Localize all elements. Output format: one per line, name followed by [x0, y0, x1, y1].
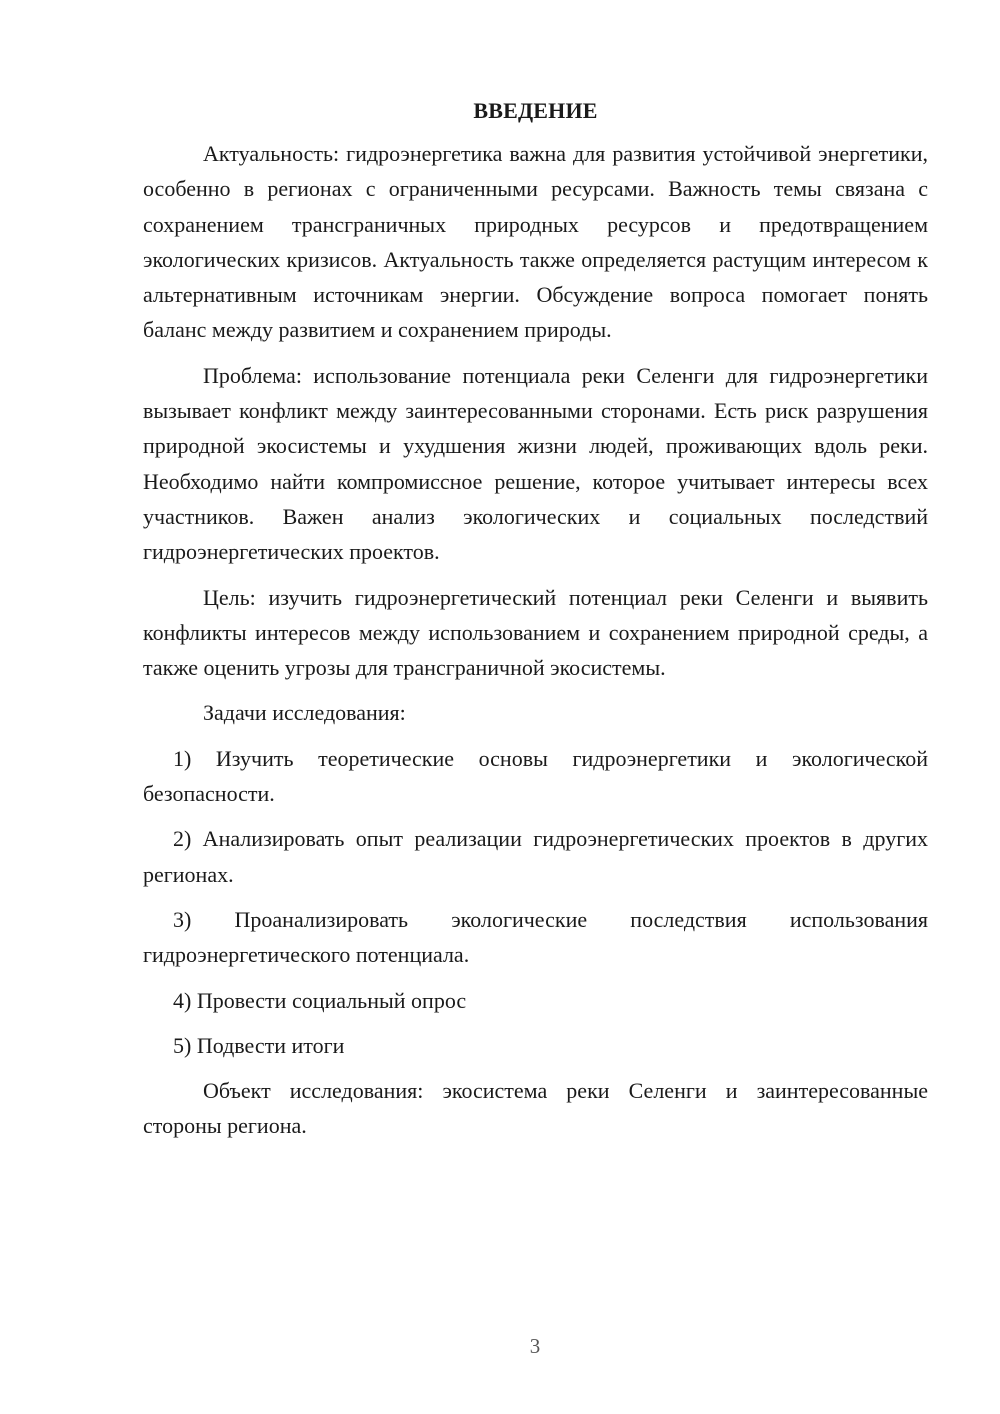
paragraph-object: Объект исследования: экосистема реки Селенги и заинтересованные стороны региона. — [143, 1078, 928, 1139]
paragraph-tasks-heading: Задачи исследования: — [203, 700, 406, 726]
task-item-5: 5) Подвести итоги — [173, 1032, 345, 1058]
task-item-3: 3) Проанализировать экологические последствия использования гидроэнергетического потенциала. — [143, 906, 928, 968]
task-item-4: 4) Провести социальный опрос — [173, 987, 467, 1013]
task-item-1: 1) Изучить теоретические основы гидроэнергетики и экологической безопасности. — [143, 745, 928, 807]
paragraph-relevance: Актуальность: гидроэнергетика важна для развития устойчивой энергетики, особенно в регионах с ограниченными ресурсами. Важность темы связана с сохранением трансграничных природных ресурсов и предотвращением экологических кризисов. Актуальность также определяется растущим интересом к альтернативным источникам энергии. Обсуждение вопроса помогает понять баланс между развитием и сохранением природы. — [143, 141, 928, 343]
paragraph-problem: Проблема: использование потенциала реки Селенги для гидроэнергетики вызывает конфликт между заинтересованными сторонами. Есть риск разрушения природной экосистемы и ухудшения жизни людей, проживающих вдоль реки. Необходимо найти компромиссное решение, которое учитывает интересы всех участников. Важен анализ экологических и социальных последствий гидроэнергетических проектов. — [143, 362, 928, 565]
task-item-2: 2) Анализировать опыт реализации гидроэнергетических проектов в других регионах. — [143, 826, 928, 887]
paragraph-goal: Цель: изучить гидроэнергетический потенциал реки Селенги и выявить конфликты интересов между использованием и сохранением природной среды, а также оценить угрозы для трансграничной экосистемы. — [143, 584, 928, 681]
page-number: 3 — [529, 1334, 541, 1358]
page-title: ВВЕДЕНИЕ — [473, 98, 598, 123]
document-page — [143, 96, 928, 1154]
